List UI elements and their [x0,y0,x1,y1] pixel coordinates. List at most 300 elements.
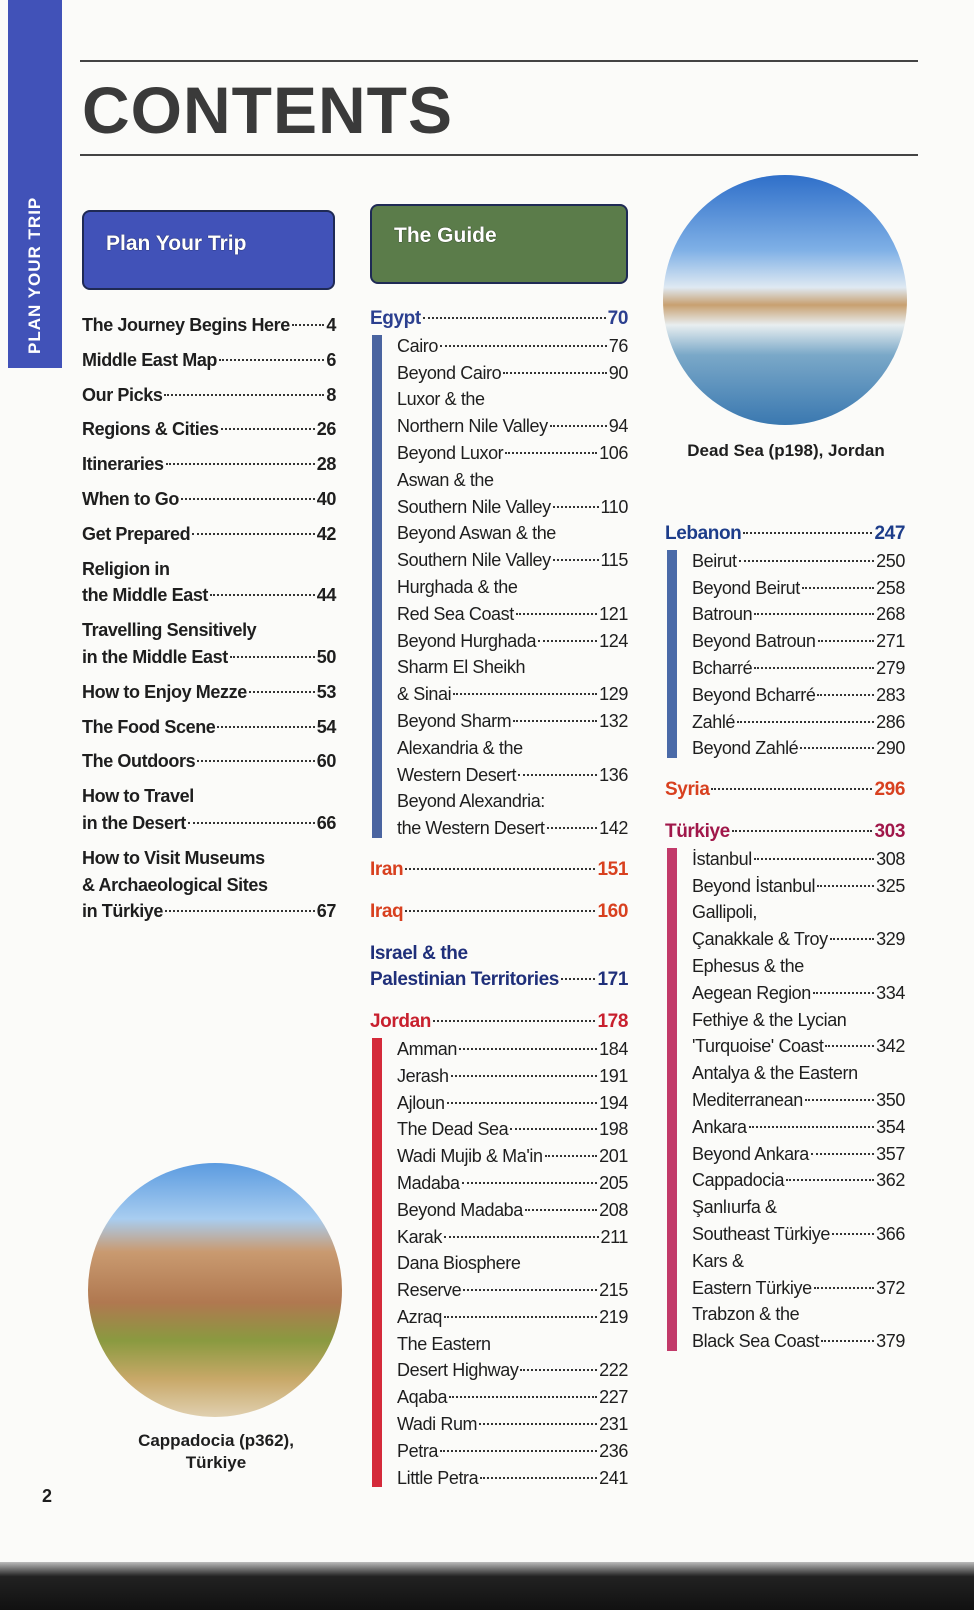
entry-title: in the Desert [82,812,186,833]
country-section [665,777,905,804]
entry-title-line: Religion in [82,558,170,579]
entry-page: 334 [876,982,905,1003]
sub-entries [370,1036,628,1492]
entry-title: Karak [397,1226,443,1247]
toc-entry[interactable] [82,679,336,706]
dot-leader [739,560,875,562]
entry-page: 342 [876,1036,905,1057]
entry-title: Desert Highway [397,1360,519,1381]
toc-entry[interactable] [692,1114,905,1141]
country-section [370,899,628,926]
entry-line [692,1167,905,1194]
entry-title: Zahlé [692,711,736,732]
entry-line [397,708,628,735]
entry-title: Çanakkale & Troy [692,929,828,950]
dot-leader [547,827,598,829]
entry-line [397,1357,628,1384]
entry-title: Northern Nile Valley [397,416,548,437]
entry-line [692,655,905,682]
toc-entry[interactable] [82,416,336,443]
entry-page: 231 [599,1414,628,1435]
entry-title: Wadi Mujib & Ma'in [397,1146,543,1167]
entry-page: 227 [599,1387,628,1408]
dead-sea-photo [663,175,907,425]
toc-entry[interactable] [692,735,905,762]
entry-page: 241 [599,1467,628,1488]
dot-leader [219,359,324,361]
entry-title: Syria [665,779,710,801]
entry-page: 106 [599,442,628,463]
entry-line [692,1033,905,1060]
entry-line [397,1465,628,1492]
dot-leader [444,1236,598,1238]
entry-page: 184 [599,1038,628,1059]
toc-entry[interactable] [82,714,336,741]
dot-leader [166,463,315,465]
entry-title: Middle East Map [82,349,218,370]
entry-line [370,967,628,994]
entry-page: 283 [876,684,905,705]
entry-title: Beyond Batroun [692,631,816,652]
dot-leader [249,691,315,693]
entry-title: the Middle East [82,585,209,606]
entry-line [397,1224,628,1251]
entry-title: in Türkiye [82,901,164,922]
entry-page: 76 [608,335,628,356]
toc-entry[interactable] [692,655,905,682]
page-edge [0,1562,974,1610]
section-color-bar [667,848,677,1351]
dot-leader [814,1287,874,1289]
entry-page: 308 [876,848,905,869]
entry-line [692,926,905,953]
entry-line [397,628,628,655]
toc-entry[interactable] [692,1301,905,1355]
entry-line [665,777,905,804]
entry-page: 191 [599,1065,628,1086]
entry-title: Iraq [370,900,404,922]
entry-title: Petra [397,1440,439,1461]
dot-leader [518,774,597,776]
entry-title: Lebanon [665,523,742,544]
toc-entry[interactable] [397,1197,628,1224]
toc-entry[interactable] [397,467,628,521]
entry-line [397,1304,628,1331]
dot-leader [433,1020,596,1022]
entry-page: 208 [599,1199,628,1220]
toc-entry[interactable] [397,1116,628,1143]
dot-leader [513,720,597,722]
entry-title-line: Şanlıurfa & [692,1197,777,1218]
entry-title: The Outdoors [82,751,196,772]
entry-line [370,899,628,926]
side-tab-label: PLAN YOUR TRIP [25,196,44,354]
section-color-bar [372,1038,382,1488]
toc-entry[interactable] [397,1170,628,1197]
entry-page: 357 [876,1143,905,1164]
toc-entry[interactable] [397,788,628,842]
toc-entry[interactable] [397,1331,628,1385]
toc-entry[interactable] [397,1143,628,1170]
dot-leader [197,760,315,762]
country-section [370,941,628,995]
entry-page: 286 [876,711,905,732]
country-heading[interactable] [370,857,628,884]
cappadocia-caption [100,1430,332,1474]
toc-entry[interactable] [397,386,628,440]
entry-title: Beirut [692,550,737,571]
entry-title: Southern Nile Valley [397,550,551,571]
toc-entry[interactable] [397,1224,628,1251]
dot-leader [817,694,874,696]
dot-leader [553,506,599,508]
country-heading[interactable] [665,521,905,548]
entry-title: Beyond Madaba [397,1199,523,1220]
entry-line [692,1141,905,1168]
entry-page: 194 [599,1092,628,1113]
entry-line [397,1143,628,1170]
entry-line [692,548,905,575]
section-color-bar [667,550,677,758]
entry-title: Bcharré [692,657,753,678]
entry-line [82,312,336,339]
entry-line [692,1328,905,1355]
toc-entry[interactable] [397,360,628,387]
dot-leader [754,667,874,669]
dot-leader [737,721,874,723]
dot-leader [825,1045,874,1047]
entry-line [397,762,628,789]
entry-line [397,360,628,387]
sub-entries [665,548,905,762]
toc-entry[interactable] [82,783,336,837]
entry-title: Our Picks [82,384,163,405]
entry-page: 258 [876,577,905,598]
dot-leader [802,587,874,589]
toc-entry[interactable] [397,1304,628,1331]
country-section [665,819,905,1355]
toc-entry[interactable] [82,451,336,478]
caption-line: Türkiye [185,1453,247,1472]
dot-leader [510,1128,597,1130]
country-heading[interactable] [370,306,628,333]
entry-title: Jordan [370,1011,431,1033]
entry-title: Beyond Ankara [692,1143,809,1164]
entry-title: Mediterranean [692,1089,803,1110]
toc-entry[interactable] [397,1250,628,1304]
entry-page: 110 [600,496,628,517]
dot-leader [440,345,607,347]
toc-entry[interactable] [82,617,336,671]
dot-leader [505,452,597,454]
dot-leader [520,1369,597,1371]
dot-leader [754,613,874,615]
entry-title: Jerash [397,1065,449,1086]
entry-title: Regions & Cities [82,419,219,440]
side-tab [8,0,62,368]
toc-entry[interactable] [397,654,628,708]
entry-page: 219 [599,1306,628,1327]
plan-your-trip-list [82,312,336,933]
entry-title: The Dead Sea [397,1119,509,1140]
dot-leader [440,1450,597,1452]
entry-page: 171 [597,969,628,991]
toc-entry[interactable] [82,556,336,610]
entry-title-line: Alexandria & the [397,737,523,758]
toc-entry[interactable] [397,1063,628,1090]
entry-title: Red Sea Coast [397,603,514,624]
toc-entry[interactable] [692,1248,905,1302]
entry-line [397,1384,628,1411]
entry-page: 54 [316,716,336,737]
dot-leader [221,428,315,430]
toc-entry[interactable] [692,1007,905,1061]
toc-entry[interactable] [692,548,905,575]
dot-leader [447,1102,598,1104]
entry-page: 290 [876,738,905,759]
dot-leader [192,533,315,535]
dot-leader [462,1182,598,1184]
entry-line [692,601,905,628]
dead-sea-caption: Dead Sea (p198), Jordan [687,441,885,460]
dot-leader [749,1126,875,1128]
entry-page: 198 [599,1119,628,1140]
entry-title-line: Kars & [692,1250,744,1271]
entry-line [397,413,628,440]
entry-line [370,857,628,884]
entry-page: 178 [597,1011,628,1033]
entry-title: When to Go [82,488,179,509]
toc-entry[interactable] [397,574,628,628]
country-section [665,521,905,762]
entry-title: Beyond Hurghada [397,630,537,651]
dot-leader [732,830,873,832]
dot-leader [538,640,597,642]
entry-title: Beyond Beirut [692,577,800,598]
country-heading[interactable] [370,1009,628,1036]
entry-page: 250 [876,550,905,571]
toc-entry[interactable] [692,1060,905,1114]
entry-page: 26 [316,419,336,440]
entry-title-line: Aswan & the [397,469,494,490]
entry-title: Black Sea Coast [692,1331,820,1352]
entry-line [397,1063,628,1090]
toc-entry[interactable] [82,521,336,548]
entry-title-line: Antalya & the Eastern [692,1063,858,1084]
entry-title-line: How to Visit Museums [82,847,265,868]
country-heading[interactable] [665,777,905,804]
entry-title: Türkiye [665,820,730,842]
entry-page: 379 [876,1331,905,1352]
entry-title: The Food Scene [82,716,216,737]
toc-entry[interactable] [397,735,628,789]
toc-entry[interactable] [692,1141,905,1168]
entry-title: Egypt [370,308,421,329]
entry-title: Beyond Zahlé [692,738,799,759]
entry-page: 70 [607,308,628,329]
dot-leader [743,532,872,534]
entry-page: 372 [876,1277,905,1298]
toc-entry[interactable] [397,708,628,735]
entry-page: 6 [326,349,336,370]
entry-title-line: Israel & the [370,942,468,964]
toc-entry[interactable] [82,347,336,374]
guide-list-2 [665,521,905,1370]
dot-leader [525,1209,597,1211]
entry-page: 366 [876,1223,905,1244]
entry-line [82,521,336,548]
entry-title-line: Hurghada & the [397,576,518,597]
entry-page: 67 [316,901,336,922]
toc-entry[interactable] [397,1036,628,1063]
entry-line [370,1009,628,1036]
entry-line [82,810,336,837]
entry-title: Reserve [397,1280,462,1301]
toc-entry[interactable] [692,601,905,628]
toc-entry[interactable] [692,1167,905,1194]
entry-title: Beyond Sharm [397,710,512,731]
dot-leader [444,1316,597,1318]
entry-title-line: Beyond Aswan & the [397,523,556,544]
toc-entry[interactable] [692,873,905,900]
entry-line [397,681,628,708]
entry-title-line: Trabzon & the [692,1304,800,1325]
page-number: 2 [42,1486,53,1506]
entry-line [692,682,905,709]
entry-page: 94 [608,416,628,437]
dot-leader [292,324,325,326]
dot-leader [830,938,874,940]
country-heading[interactable] [665,819,905,846]
entry-line [82,679,336,706]
dot-leader [754,858,874,860]
entry-page: 247 [874,523,905,544]
entry-page: 50 [316,646,336,667]
entry-line [82,486,336,513]
entry-page: 215 [599,1280,628,1301]
sub-entries [370,333,628,842]
entry-line [82,347,336,374]
entry-title-line: How to Travel [82,786,194,807]
entry-page: 40 [316,488,336,509]
country-heading[interactable] [370,941,628,995]
entry-line [692,735,905,762]
entry-page: 222 [599,1360,628,1381]
entry-title: How to Enjoy Mezze [82,681,247,702]
entry-page: 66 [316,812,336,833]
entry-title: Batroun [692,604,753,625]
toc-entry[interactable] [692,575,905,602]
entry-title: Southeast Türkiye [692,1223,830,1244]
title-rule [80,154,918,156]
entry-line [82,451,336,478]
toc-entry[interactable] [397,1411,628,1438]
entry-page: 201 [599,1146,628,1167]
page-title: CONTENTS [82,73,453,147]
entry-page: 268 [876,604,905,625]
toc-entry[interactable] [397,1438,628,1465]
entry-title: Wadi Rum [397,1414,478,1435]
toc-entry[interactable] [397,440,628,467]
toc-entry[interactable] [692,682,905,709]
cappadocia-photo [88,1163,342,1417]
entry-title-line: Beyond Alexandria: [397,791,545,812]
country-section [370,306,628,842]
entry-title: Western Desert [397,764,517,785]
entry-title-line: Sharm El Sheikh [397,657,526,678]
dot-leader [805,1099,874,1101]
dot-leader [165,910,315,912]
entry-page: 8 [326,384,336,405]
entry-page: 350 [876,1089,905,1110]
entry-line [82,748,336,775]
toc-entry[interactable] [397,628,628,655]
entry-line [82,416,336,443]
entry-page: 129 [599,684,628,705]
caption-line: Cappadocia (p362), [138,1431,294,1450]
toc-entry[interactable] [692,846,905,873]
dot-leader [545,1155,598,1157]
entry-title: Madaba [397,1172,460,1193]
toc-entry[interactable] [82,312,336,339]
dot-leader [210,594,315,596]
toc-entry[interactable] [82,486,336,513]
entry-page: 205 [599,1172,628,1193]
entry-title: Beyond İstanbul [692,875,816,896]
entry-line [692,1275,905,1302]
toc-entry[interactable] [82,748,336,775]
toc-entry[interactable] [82,845,336,925]
entry-line [397,440,628,467]
entry-line [397,1170,628,1197]
toc-entry[interactable] [692,953,905,1007]
toc-entry[interactable] [692,709,905,736]
entry-page: 121 [599,603,628,624]
entry-line [82,898,336,925]
dot-leader [503,372,607,374]
entry-title: Little Petra [397,1467,479,1488]
dot-leader [463,1289,597,1291]
toc-entry[interactable] [397,1465,628,1492]
entry-page: 90 [608,362,628,383]
dot-leader [800,747,874,749]
sub-entries [665,846,905,1355]
entry-page: 271 [876,631,905,652]
entry-title-line: & Archaeological Sites [82,874,268,895]
toc-entry[interactable] [692,628,905,655]
entry-line [397,1277,628,1304]
toc-entry[interactable] [692,1194,905,1248]
country-heading[interactable] [370,899,628,926]
toc-entry[interactable] [82,382,336,409]
entry-title: Get Prepared [82,523,191,544]
dot-leader [181,498,315,500]
toc-entry[interactable] [397,520,628,574]
dot-leader [449,1396,597,1398]
toc-entry[interactable] [397,1384,628,1411]
entry-line [692,575,905,602]
entry-title-line: Ephesus & the [692,955,804,976]
dot-leader [711,788,872,790]
dot-leader [786,1179,874,1181]
dot-leader [811,1153,874,1155]
entry-title-line: Fethiye & the Lycian [692,1009,847,1030]
entry-line [397,1116,628,1143]
toc-entry[interactable] [397,333,628,360]
toc-entry[interactable] [397,1090,628,1117]
dot-leader [405,910,595,912]
toc-entry[interactable] [692,899,905,953]
